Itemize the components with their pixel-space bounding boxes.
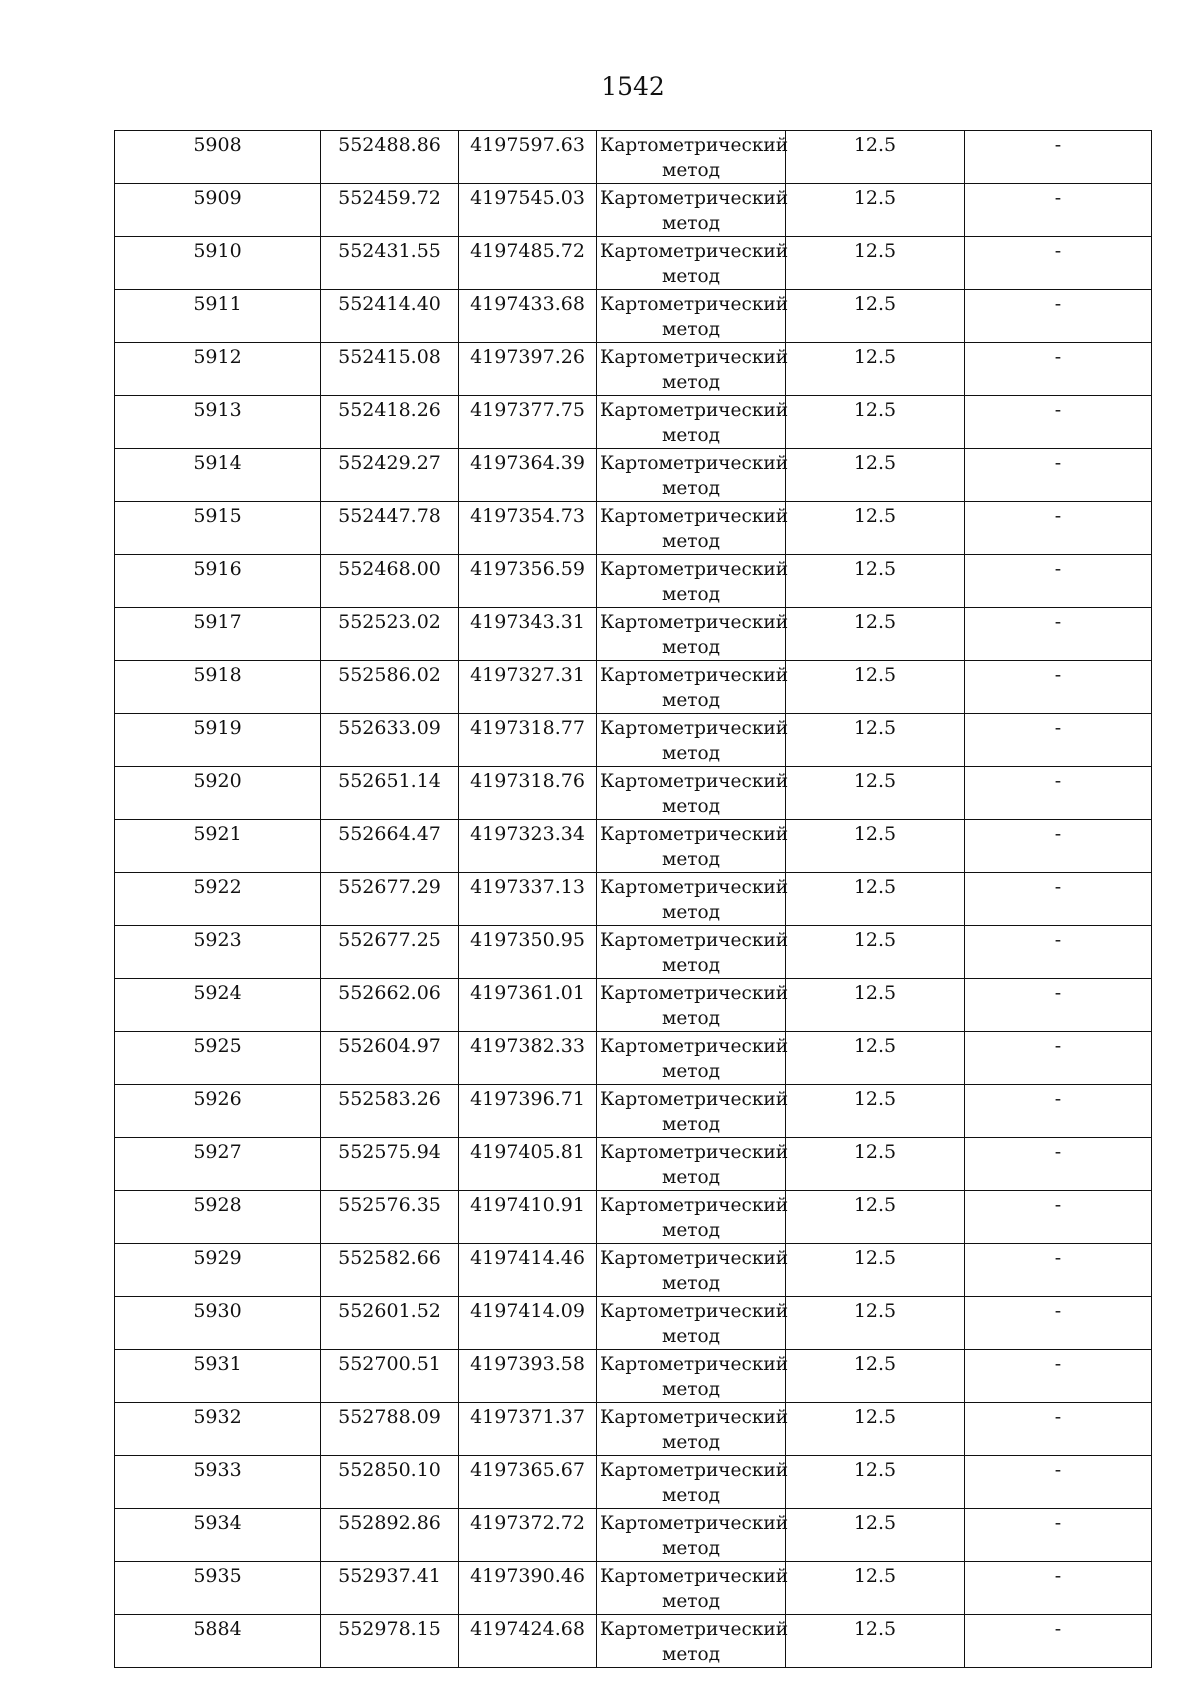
x-coordinate-cell: 552459.72 bbox=[321, 184, 459, 237]
note-cell: - bbox=[965, 979, 1152, 1032]
y-coordinate-cell: 4197485.72 bbox=[459, 237, 597, 290]
point-number-cell: 5926 bbox=[115, 1085, 321, 1138]
table-row bbox=[115, 1297, 1152, 1350]
accuracy-cell: 12.5 bbox=[786, 449, 965, 502]
method-cell: Картометрический метод bbox=[597, 1138, 786, 1191]
table-row bbox=[115, 1350, 1152, 1403]
y-coordinate-cell: 4197545.03 bbox=[459, 184, 597, 237]
accuracy-cell: 12.5 bbox=[786, 661, 965, 714]
method-cell: Картометрический метод bbox=[597, 979, 786, 1032]
x-coordinate-cell: 552582.66 bbox=[321, 1244, 459, 1297]
method-cell: Картометрический метод bbox=[597, 926, 786, 979]
x-coordinate-cell: 552418.26 bbox=[321, 396, 459, 449]
accuracy-cell: 12.5 bbox=[786, 1350, 965, 1403]
note-cell: - bbox=[965, 449, 1152, 502]
table-row bbox=[115, 343, 1152, 396]
note-cell: - bbox=[965, 873, 1152, 926]
accuracy-cell: 12.5 bbox=[786, 1562, 965, 1615]
x-coordinate-cell: 552892.86 bbox=[321, 1509, 459, 1562]
accuracy-cell: 12.5 bbox=[786, 1509, 965, 1562]
x-coordinate-cell: 552431.55 bbox=[321, 237, 459, 290]
accuracy-cell: 12.5 bbox=[786, 714, 965, 767]
table-row bbox=[115, 555, 1152, 608]
table-row bbox=[115, 1085, 1152, 1138]
table-row bbox=[115, 396, 1152, 449]
table-row bbox=[115, 1138, 1152, 1191]
coordinates-table-body bbox=[115, 131, 1152, 1668]
y-coordinate-cell: 4197405.81 bbox=[459, 1138, 597, 1191]
accuracy-cell: 12.5 bbox=[786, 184, 965, 237]
point-number-cell: 5931 bbox=[115, 1350, 321, 1403]
y-coordinate-cell: 4197350.95 bbox=[459, 926, 597, 979]
note-cell: - bbox=[965, 1509, 1152, 1562]
note-cell: - bbox=[965, 820, 1152, 873]
accuracy-cell: 12.5 bbox=[786, 1244, 965, 1297]
point-number-cell: 5915 bbox=[115, 502, 321, 555]
point-number-cell: 5927 bbox=[115, 1138, 321, 1191]
point-number-cell: 5908 bbox=[115, 131, 321, 184]
table-row bbox=[115, 449, 1152, 502]
y-coordinate-cell: 4197343.31 bbox=[459, 608, 597, 661]
x-coordinate-cell: 552664.47 bbox=[321, 820, 459, 873]
x-coordinate-cell: 552700.51 bbox=[321, 1350, 459, 1403]
y-coordinate-cell: 4197318.77 bbox=[459, 714, 597, 767]
method-cell: Картометрический метод bbox=[597, 1085, 786, 1138]
method-cell: Картометрический метод bbox=[597, 131, 786, 184]
y-coordinate-cell: 4197382.33 bbox=[459, 1032, 597, 1085]
accuracy-cell: 12.5 bbox=[786, 1403, 965, 1456]
point-number-cell: 5922 bbox=[115, 873, 321, 926]
point-number-cell: 5930 bbox=[115, 1297, 321, 1350]
method-cell: Картометрический метод bbox=[597, 608, 786, 661]
method-cell: Картометрический метод bbox=[597, 1032, 786, 1085]
note-cell: - bbox=[965, 555, 1152, 608]
point-number-cell: 5923 bbox=[115, 926, 321, 979]
method-cell: Картометрический метод bbox=[597, 767, 786, 820]
point-number-cell: 5920 bbox=[115, 767, 321, 820]
accuracy-cell: 12.5 bbox=[786, 820, 965, 873]
table-row bbox=[115, 608, 1152, 661]
note-cell: - bbox=[965, 1297, 1152, 1350]
x-coordinate-cell: 552850.10 bbox=[321, 1456, 459, 1509]
accuracy-cell: 12.5 bbox=[786, 343, 965, 396]
accuracy-cell: 12.5 bbox=[786, 290, 965, 343]
method-cell: Картометрический метод bbox=[597, 290, 786, 343]
accuracy-cell: 12.5 bbox=[786, 237, 965, 290]
x-coordinate-cell: 552788.09 bbox=[321, 1403, 459, 1456]
note-cell: - bbox=[965, 396, 1152, 449]
y-coordinate-cell: 4197323.34 bbox=[459, 820, 597, 873]
point-number-cell: 5913 bbox=[115, 396, 321, 449]
y-coordinate-cell: 4197327.31 bbox=[459, 661, 597, 714]
x-coordinate-cell: 552604.97 bbox=[321, 1032, 459, 1085]
point-number-cell: 5928 bbox=[115, 1191, 321, 1244]
x-coordinate-cell: 552576.35 bbox=[321, 1191, 459, 1244]
table-row bbox=[115, 1615, 1152, 1668]
point-number-cell: 5914 bbox=[115, 449, 321, 502]
note-cell: - bbox=[965, 1138, 1152, 1191]
y-coordinate-cell: 4197356.59 bbox=[459, 555, 597, 608]
x-coordinate-cell: 552523.02 bbox=[321, 608, 459, 661]
y-coordinate-cell: 4197318.76 bbox=[459, 767, 597, 820]
y-coordinate-cell: 4197337.13 bbox=[459, 873, 597, 926]
table-row bbox=[115, 502, 1152, 555]
x-coordinate-cell: 552677.25 bbox=[321, 926, 459, 979]
accuracy-cell: 12.5 bbox=[786, 1085, 965, 1138]
accuracy-cell: 12.5 bbox=[786, 1615, 965, 1668]
table-row bbox=[115, 1562, 1152, 1615]
method-cell: Картометрический метод bbox=[597, 661, 786, 714]
method-cell: Картометрический метод bbox=[597, 396, 786, 449]
x-coordinate-cell: 552978.15 bbox=[321, 1615, 459, 1668]
x-coordinate-cell: 552677.29 bbox=[321, 873, 459, 926]
table-row bbox=[115, 1403, 1152, 1456]
x-coordinate-cell: 552651.14 bbox=[321, 767, 459, 820]
method-cell: Картометрический метод bbox=[597, 1456, 786, 1509]
accuracy-cell: 12.5 bbox=[786, 1191, 965, 1244]
method-cell: Картометрический метод bbox=[597, 714, 786, 767]
method-cell: Картометрический метод bbox=[597, 1191, 786, 1244]
point-number-cell: 5917 bbox=[115, 608, 321, 661]
y-coordinate-cell: 4197364.39 bbox=[459, 449, 597, 502]
y-coordinate-cell: 4197410.91 bbox=[459, 1191, 597, 1244]
y-coordinate-cell: 4197390.46 bbox=[459, 1562, 597, 1615]
accuracy-cell: 12.5 bbox=[786, 1032, 965, 1085]
y-coordinate-cell: 4197365.67 bbox=[459, 1456, 597, 1509]
method-cell: Картометрический метод bbox=[597, 1562, 786, 1615]
accuracy-cell: 12.5 bbox=[786, 555, 965, 608]
table-row bbox=[115, 1032, 1152, 1085]
note-cell: - bbox=[965, 1191, 1152, 1244]
y-coordinate-cell: 4197414.09 bbox=[459, 1297, 597, 1350]
accuracy-cell: 12.5 bbox=[786, 926, 965, 979]
note-cell: - bbox=[965, 131, 1152, 184]
x-coordinate-cell: 552414.40 bbox=[321, 290, 459, 343]
y-coordinate-cell: 4197371.37 bbox=[459, 1403, 597, 1456]
table-row bbox=[115, 290, 1152, 343]
note-cell: - bbox=[965, 237, 1152, 290]
x-coordinate-cell: 552468.00 bbox=[321, 555, 459, 608]
accuracy-cell: 12.5 bbox=[786, 767, 965, 820]
note-cell: - bbox=[965, 502, 1152, 555]
note-cell: - bbox=[965, 767, 1152, 820]
table-row bbox=[115, 926, 1152, 979]
accuracy-cell: 12.5 bbox=[786, 1456, 965, 1509]
point-number-cell: 5912 bbox=[115, 343, 321, 396]
note-cell: - bbox=[965, 608, 1152, 661]
accuracy-cell: 12.5 bbox=[786, 502, 965, 555]
note-cell: - bbox=[965, 1456, 1152, 1509]
method-cell: Картометрический метод bbox=[597, 873, 786, 926]
x-coordinate-cell: 552575.94 bbox=[321, 1138, 459, 1191]
x-coordinate-cell: 552415.08 bbox=[321, 343, 459, 396]
point-number-cell: 5925 bbox=[115, 1032, 321, 1085]
accuracy-cell: 12.5 bbox=[786, 1297, 965, 1350]
table-row bbox=[115, 237, 1152, 290]
point-number-cell: 5924 bbox=[115, 979, 321, 1032]
point-number-cell: 5910 bbox=[115, 237, 321, 290]
y-coordinate-cell: 4197361.01 bbox=[459, 979, 597, 1032]
note-cell: - bbox=[965, 714, 1152, 767]
note-cell: - bbox=[965, 343, 1152, 396]
table-row bbox=[115, 1456, 1152, 1509]
method-cell: Картометрический метод bbox=[597, 343, 786, 396]
point-number-cell: 5929 bbox=[115, 1244, 321, 1297]
point-number-cell: 5911 bbox=[115, 290, 321, 343]
x-coordinate-cell: 552937.41 bbox=[321, 1562, 459, 1615]
x-coordinate-cell: 552662.06 bbox=[321, 979, 459, 1032]
method-cell: Картометрический метод bbox=[597, 237, 786, 290]
table-row bbox=[115, 767, 1152, 820]
y-coordinate-cell: 4197354.73 bbox=[459, 502, 597, 555]
note-cell: - bbox=[965, 661, 1152, 714]
point-number-cell: 5935 bbox=[115, 1562, 321, 1615]
note-cell: - bbox=[965, 1085, 1152, 1138]
table-row bbox=[115, 979, 1152, 1032]
method-cell: Картометрический метод bbox=[597, 1403, 786, 1456]
table-row bbox=[115, 714, 1152, 767]
x-coordinate-cell: 552583.26 bbox=[321, 1085, 459, 1138]
y-coordinate-cell: 4197414.46 bbox=[459, 1244, 597, 1297]
coordinates-table bbox=[114, 130, 1152, 1668]
x-coordinate-cell: 552586.02 bbox=[321, 661, 459, 714]
table-row bbox=[115, 873, 1152, 926]
point-number-cell: 5933 bbox=[115, 1456, 321, 1509]
point-number-cell: 5934 bbox=[115, 1509, 321, 1562]
note-cell: - bbox=[965, 290, 1152, 343]
accuracy-cell: 12.5 bbox=[786, 608, 965, 661]
note-cell: - bbox=[965, 184, 1152, 237]
x-coordinate-cell: 552601.52 bbox=[321, 1297, 459, 1350]
accuracy-cell: 12.5 bbox=[786, 1138, 965, 1191]
point-number-cell: 5918 bbox=[115, 661, 321, 714]
y-coordinate-cell: 4197393.58 bbox=[459, 1350, 597, 1403]
table-row bbox=[115, 1509, 1152, 1562]
point-number-cell: 5909 bbox=[115, 184, 321, 237]
point-number-cell: 5919 bbox=[115, 714, 321, 767]
y-coordinate-cell: 4197396.71 bbox=[459, 1085, 597, 1138]
method-cell: Картометрический метод bbox=[597, 555, 786, 608]
y-coordinate-cell: 4197597.63 bbox=[459, 131, 597, 184]
accuracy-cell: 12.5 bbox=[786, 873, 965, 926]
point-number-cell: 5921 bbox=[115, 820, 321, 873]
point-number-cell: 5884 bbox=[115, 1615, 321, 1668]
point-number-cell: 5932 bbox=[115, 1403, 321, 1456]
note-cell: - bbox=[965, 1562, 1152, 1615]
method-cell: Картометрический метод bbox=[597, 1297, 786, 1350]
x-coordinate-cell: 552488.86 bbox=[321, 131, 459, 184]
method-cell: Картометрический метод bbox=[597, 449, 786, 502]
accuracy-cell: 12.5 bbox=[786, 979, 965, 1032]
table-row bbox=[115, 661, 1152, 714]
x-coordinate-cell: 552429.27 bbox=[321, 449, 459, 502]
page-number: 1542 bbox=[601, 72, 665, 101]
note-cell: - bbox=[965, 1615, 1152, 1668]
table-row bbox=[115, 1191, 1152, 1244]
x-coordinate-cell: 552633.09 bbox=[321, 714, 459, 767]
y-coordinate-cell: 4197433.68 bbox=[459, 290, 597, 343]
method-cell: Картометрический метод bbox=[597, 502, 786, 555]
y-coordinate-cell: 4197372.72 bbox=[459, 1509, 597, 1562]
method-cell: Картометрический метод bbox=[597, 820, 786, 873]
y-coordinate-cell: 4197377.75 bbox=[459, 396, 597, 449]
table-row bbox=[115, 184, 1152, 237]
table-row bbox=[115, 820, 1152, 873]
y-coordinate-cell: 4197424.68 bbox=[459, 1615, 597, 1668]
note-cell: - bbox=[965, 1403, 1152, 1456]
table-row bbox=[115, 1244, 1152, 1297]
method-cell: Картометрический метод bbox=[597, 184, 786, 237]
method-cell: Картометрический метод bbox=[597, 1509, 786, 1562]
method-cell: Картометрический метод bbox=[597, 1615, 786, 1668]
point-number-cell: 5916 bbox=[115, 555, 321, 608]
note-cell: - bbox=[965, 1032, 1152, 1085]
accuracy-cell: 12.5 bbox=[786, 131, 965, 184]
note-cell: - bbox=[965, 1350, 1152, 1403]
table-row bbox=[115, 131, 1152, 184]
note-cell: - bbox=[965, 926, 1152, 979]
method-cell: Картометрический метод bbox=[597, 1350, 786, 1403]
y-coordinate-cell: 4197397.26 bbox=[459, 343, 597, 396]
note-cell: - bbox=[965, 1244, 1152, 1297]
x-coordinate-cell: 552447.78 bbox=[321, 502, 459, 555]
method-cell: Картометрический метод bbox=[597, 1244, 786, 1297]
accuracy-cell: 12.5 bbox=[786, 396, 965, 449]
